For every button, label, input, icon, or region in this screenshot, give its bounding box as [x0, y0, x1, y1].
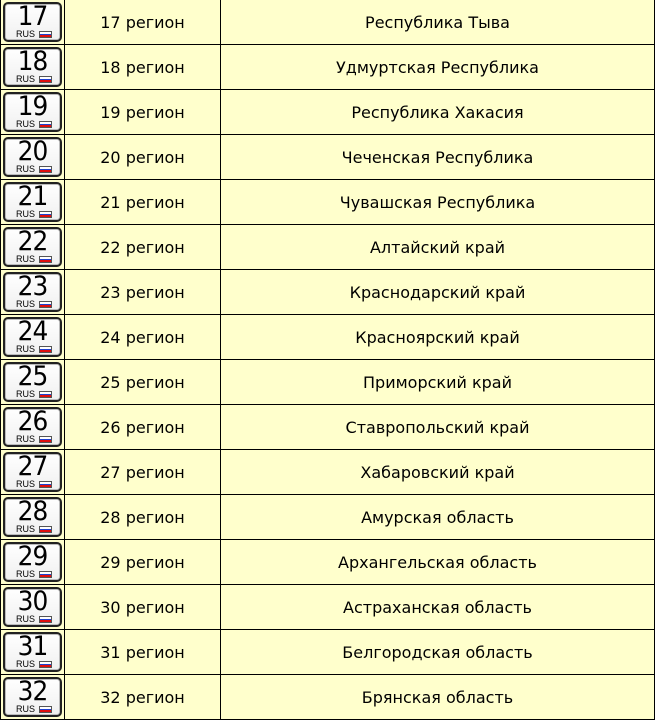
plate-cell: [1, 540, 65, 585]
russian-flag-icon: [39, 256, 52, 263]
region-name-cell: Приморский край: [221, 360, 655, 405]
plate-country-code: RUS: [16, 479, 36, 489]
table-row: [1, 45, 655, 90]
license-plate-image: [3, 272, 62, 312]
plate-number: 17: [17, 1, 48, 32]
region-code-cell: 27 регион: [65, 450, 221, 495]
region-code-cell: 22 регион: [65, 225, 221, 270]
russian-flag-icon: [39, 706, 52, 713]
region-name-cell: Белгородская область: [221, 630, 655, 675]
russian-flag-icon: [39, 76, 52, 83]
plate-country-code: RUS: [16, 344, 36, 354]
region-name-cell: Республика Тыва: [221, 0, 655, 45]
region-name-cell: Чувашская Республика: [221, 180, 655, 225]
license-plate-image: [3, 137, 62, 177]
region-name-cell: Ставропольский край: [221, 405, 655, 450]
region-name-cell: Астраханская область: [221, 585, 655, 630]
plate-country-code: RUS: [16, 299, 36, 309]
table-row: [1, 90, 655, 135]
russian-flag-icon: [39, 661, 52, 668]
region-name-cell: Чеченская Республика: [221, 135, 655, 180]
plate-country-code: RUS: [16, 704, 36, 714]
table-row: [1, 225, 655, 270]
plate-country-code: RUS: [16, 209, 36, 219]
russian-flag-icon: [39, 571, 52, 578]
table-row: [1, 540, 655, 585]
plate-number: 19: [17, 91, 48, 122]
plate-country-code: RUS: [16, 119, 36, 129]
table-row: [1, 135, 655, 180]
table-row: [1, 180, 655, 225]
table-row: [1, 450, 655, 495]
table-row: [1, 675, 655, 720]
license-plate-image: [3, 587, 62, 627]
plate-country-code: RUS: [16, 254, 36, 264]
plate-number: 29: [17, 541, 48, 572]
plate-country-code: RUS: [16, 614, 36, 624]
plate-cell: [1, 495, 65, 540]
plate-cell: [1, 585, 65, 630]
plate-country-code: RUS: [16, 524, 36, 534]
plate-country-code: RUS: [16, 164, 36, 174]
plate-cell: [1, 180, 65, 225]
region-name-cell: Республика Хакасия: [221, 90, 655, 135]
region-name-cell: Алтайский край: [221, 225, 655, 270]
license-plate-image: [3, 542, 62, 582]
region-code-cell: 31 регион: [65, 630, 221, 675]
region-code-cell: 25 регион: [65, 360, 221, 405]
plate-cell: [1, 450, 65, 495]
plate-number: 22: [17, 226, 48, 257]
region-code-cell: 17 регион: [65, 0, 221, 45]
plate-country-code: RUS: [16, 434, 36, 444]
russian-flag-icon: [39, 481, 52, 488]
plate-number: 21: [17, 181, 48, 212]
russian-flag-icon: [39, 346, 52, 353]
region-name-cell: Архангельская область: [221, 540, 655, 585]
plate-number: 26: [17, 406, 48, 437]
table-row: [1, 630, 655, 675]
region-code-cell: 18 регион: [65, 45, 221, 90]
russian-flag-icon: [39, 616, 52, 623]
russian-flag-icon: [39, 31, 52, 38]
license-plate-image: [3, 92, 62, 132]
region-name-cell: Брянская область: [221, 675, 655, 720]
region-code-cell: 19 регион: [65, 90, 221, 135]
table-row: [1, 495, 655, 540]
license-plate-image: [3, 47, 62, 87]
russian-flag-icon: [39, 526, 52, 533]
license-plate-image: [3, 2, 62, 42]
region-code-cell: 30 регион: [65, 585, 221, 630]
region-code-cell: 23 регион: [65, 270, 221, 315]
russian-flag-icon: [39, 211, 52, 218]
plate-number: 20: [17, 136, 48, 167]
plate-cell: [1, 225, 65, 270]
license-plate-image: [3, 317, 62, 357]
table-row: [1, 270, 655, 315]
license-plate-image: [3, 632, 62, 672]
plate-cell: [1, 45, 65, 90]
plate-number: 32: [17, 676, 48, 707]
plate-country-code: RUS: [16, 74, 36, 84]
license-plate-image: [3, 407, 62, 447]
region-name-cell: Амурская область: [221, 495, 655, 540]
license-plate-image: [3, 497, 62, 537]
license-plate-image: [3, 182, 62, 222]
region-code-cell: 26 регион: [65, 405, 221, 450]
region-name-cell: Хабаровский край: [221, 450, 655, 495]
plate-number: 24: [17, 316, 48, 347]
plate-cell: [1, 630, 65, 675]
region-name-cell: Удмуртская Республика: [221, 45, 655, 90]
plate-number: 31: [17, 631, 48, 662]
table-row: [1, 585, 655, 630]
region-code-cell: 29 регион: [65, 540, 221, 585]
plate-number: 23: [17, 271, 48, 302]
region-code-cell: 20 регион: [65, 135, 221, 180]
table-row: [1, 405, 655, 450]
region-rows: [1, 0, 655, 720]
table-row: [1, 360, 655, 405]
plate-cell: [1, 270, 65, 315]
region-name-cell: Краснодарский край: [221, 270, 655, 315]
plate-cell: [1, 135, 65, 180]
plate-cell: [1, 360, 65, 405]
plate-cell: [1, 90, 65, 135]
table-row: [1, 315, 655, 360]
plate-number: 25: [17, 361, 48, 392]
table-row: [1, 0, 655, 45]
plate-number: 27: [17, 451, 48, 482]
license-plate-image: [3, 677, 62, 717]
plate-country-code: RUS: [16, 29, 36, 39]
license-plate-image: [3, 362, 62, 402]
plate-cell: [1, 675, 65, 720]
region-code-cell: 32 регион: [65, 675, 221, 720]
russian-flag-icon: [39, 391, 52, 398]
plate-cell: [1, 0, 65, 45]
plate-number: 18: [17, 46, 48, 77]
plate-cell: [1, 315, 65, 360]
license-plate-image: [3, 452, 62, 492]
region-name-cell: Красноярский край: [221, 315, 655, 360]
russian-flag-icon: [39, 121, 52, 128]
plate-country-code: RUS: [16, 569, 36, 579]
region-code-cell: 24 регион: [65, 315, 221, 360]
russian-flag-icon: [39, 301, 52, 308]
region-code-cell: 21 регион: [65, 180, 221, 225]
license-plate-image: [3, 227, 62, 267]
plate-cell: [1, 405, 65, 450]
plate-country-code: RUS: [16, 389, 36, 399]
russian-flag-icon: [39, 166, 52, 173]
plate-country-code: RUS: [16, 659, 36, 669]
plate-number: 28: [17, 496, 48, 527]
russian-flag-icon: [39, 436, 52, 443]
plate-number: 30: [17, 586, 48, 617]
region-code-cell: 28 регион: [65, 495, 221, 540]
